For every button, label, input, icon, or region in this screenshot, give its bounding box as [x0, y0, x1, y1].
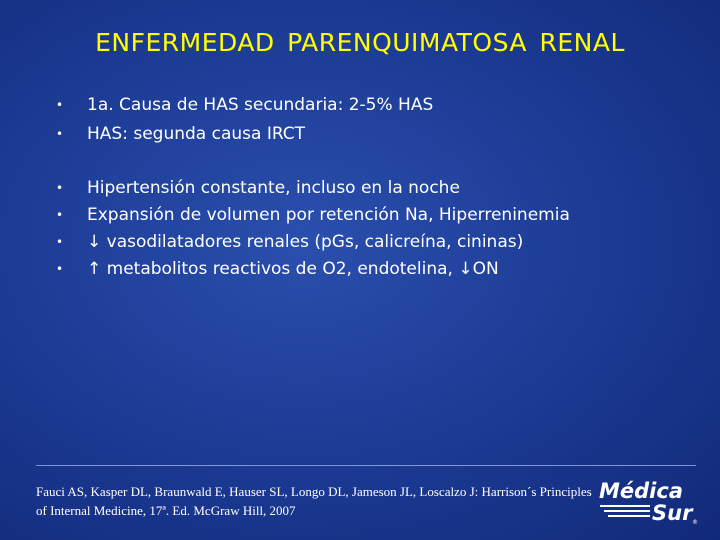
- footer-divider: [36, 465, 696, 466]
- arrow-down-icon: ↓: [87, 232, 102, 252]
- bullet-text: HAS: segunda causa IRCT: [87, 124, 306, 144]
- logo-top-text: Médica: [599, 479, 683, 503]
- bullet-icon: •: [56, 98, 64, 112]
- bullet-text: Hipertensión constante, incluso en la noche: [87, 178, 460, 198]
- bullet-icon: •: [56, 262, 64, 276]
- logo-bottom-text: Sur: [652, 501, 693, 525]
- reference-line: Fauci AS, Kasper DL, Braunwald E, Hauser SL, Longo DL, Jameson JL, Loscalzo J: Harrison´s Principles: [36, 484, 592, 499]
- bullet-text: ON: [472, 259, 499, 279]
- slide-title: ENFERMEDAD PARENQUIMATOSA RENAL: [95, 28, 625, 57]
- bullet-text: metabolitos reactivos de O2, endotelina,: [101, 259, 459, 279]
- arrow-down-icon: ↓: [458, 259, 473, 279]
- bullet-text: vasodilatadores renales (pGs, calicreína, cininas): [101, 232, 524, 252]
- bullet-text: Expansión de volumen por retención Na, Hiperreninemia: [87, 205, 570, 225]
- bullet-icon: •: [56, 127, 64, 141]
- list-item: [56, 256, 570, 283]
- registered-mark: ®: [692, 519, 698, 526]
- list-item: [56, 175, 570, 202]
- reference-citation: [36, 482, 636, 520]
- list-item: [56, 120, 433, 149]
- arrow-up-icon: ↑: [87, 259, 102, 279]
- medica-sur-logo: [596, 476, 700, 526]
- bullet-list-mechanisms: [56, 175, 570, 283]
- bullet-icon: •: [56, 208, 64, 222]
- list-item: [56, 202, 570, 229]
- bullet-icon: •: [56, 235, 64, 249]
- bullet-list-summary: [56, 91, 433, 149]
- bullet-text: 1a. Causa de HAS secundaria: 2-5% HAS: [87, 95, 434, 115]
- reference-line: of Internal Medicine, 17ª. Ed. McGraw Hill, 2007: [36, 503, 296, 518]
- list-item: [56, 229, 570, 256]
- list-item: [56, 91, 433, 120]
- bullet-icon: •: [56, 181, 64, 195]
